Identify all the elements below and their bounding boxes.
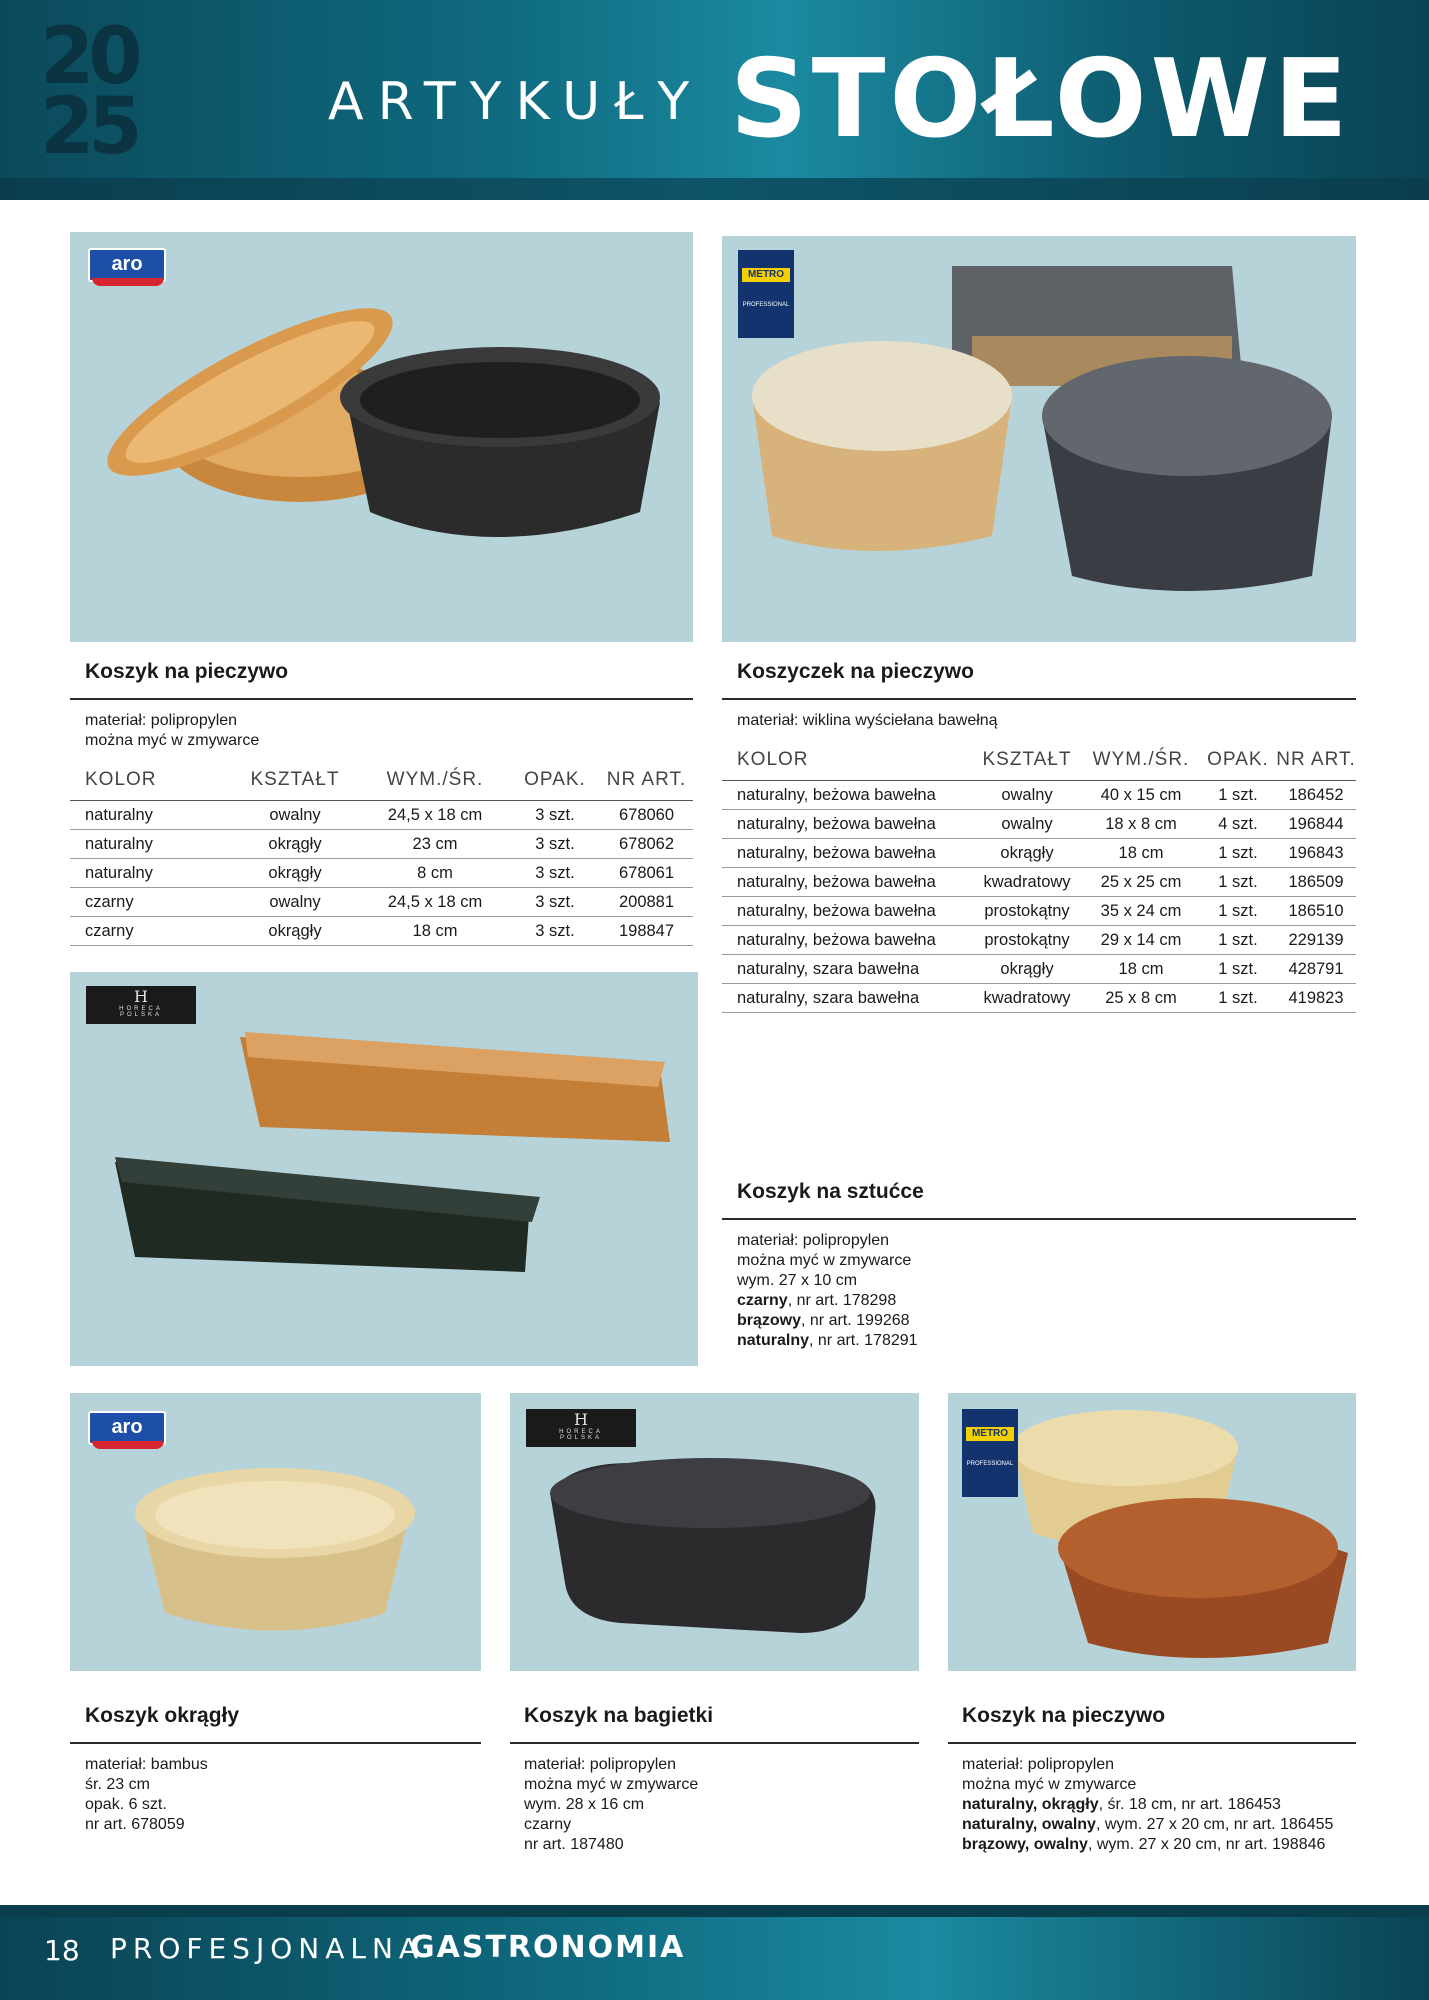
- variant-info: , śr. 18 cm, nr art. 186453: [1098, 1796, 1281, 1813]
- cell-nr-art: 186509: [1276, 868, 1356, 897]
- variant-line: [962, 1815, 1333, 1835]
- variant-line: [737, 1311, 918, 1331]
- metro-logo-sub: PROFESSIONAL: [966, 1461, 1014, 1467]
- year-mark: [40, 12, 155, 172]
- variant-line: [737, 1331, 918, 1351]
- col-header: WYM./ŚR.: [386, 769, 484, 790]
- cell-opak: 3 szt.: [510, 801, 600, 830]
- aro-logo: [88, 248, 166, 290]
- cell-nr-art: 678061: [600, 859, 693, 888]
- cell-nr-art: 186510: [1276, 897, 1356, 926]
- photo-koszyk-na-sztucce: [70, 972, 698, 1366]
- col-header: WYM./ŚR.: [1092, 749, 1190, 770]
- metro-logo: [962, 1409, 1018, 1497]
- cell-nr-art: 678060: [600, 801, 693, 830]
- product5-title: Koszyk na bagietki: [524, 1704, 714, 1727]
- header-strip: [0, 178, 1429, 200]
- cell-ksztalt: owalny: [972, 781, 1082, 810]
- variant-line: [962, 1795, 1333, 1815]
- cell-kolor: naturalny, beżowa bawełna: [722, 926, 972, 955]
- cell-ksztalt: okrągły: [972, 839, 1082, 868]
- lined-basket-illustration: [722, 236, 1356, 642]
- product1-desc: [85, 711, 259, 751]
- table-header-row: [70, 760, 693, 801]
- horeca-logo: [526, 1409, 636, 1447]
- variant-line: [737, 1291, 918, 1311]
- variant-name: czarny: [737, 1292, 788, 1309]
- cell-opak: 1 szt.: [1200, 781, 1276, 810]
- cell-nr-art: 419823: [1276, 984, 1356, 1013]
- table-row: [70, 917, 693, 946]
- variant-info: , nr art. 178291: [809, 1332, 918, 1349]
- col-header: KOLOR: [85, 769, 157, 790]
- cell-kolor: czarny: [70, 888, 230, 917]
- table-row: [722, 839, 1356, 868]
- cell-opak: 1 szt.: [1200, 839, 1276, 868]
- metro-logo: [738, 250, 794, 338]
- photo-koszyk-na-pieczywo: [70, 232, 693, 642]
- product3-title-rule: [722, 1218, 1356, 1220]
- metro-logo-text: METRO: [742, 268, 790, 282]
- cell-wym: 24,5 x 18 cm: [360, 801, 510, 830]
- cell-nr-art: 186452: [1276, 781, 1356, 810]
- desc-line: materiał: polipropylen: [962, 1756, 1115, 1773]
- metro-logo-sub: PROFESSIONAL: [742, 302, 790, 308]
- cell-wym: 29 x 14 cm: [1082, 926, 1200, 955]
- desc-line: materiał: bambus: [85, 1756, 208, 1773]
- desc-line: można myć w zmywarce: [524, 1776, 699, 1793]
- footer-title-bold: GASTRONOMIA: [410, 1930, 686, 1965]
- cell-opak: 1 szt.: [1200, 926, 1276, 955]
- product2-title-rule: [722, 698, 1356, 700]
- cell-kolor: naturalny, beżowa bawełna: [722, 868, 972, 897]
- product1-title-rule: [70, 698, 693, 700]
- variant-line: [962, 1835, 1333, 1855]
- col-header: KOLOR: [737, 749, 809, 770]
- desc-line: materiał: polipropylen: [524, 1756, 677, 1773]
- table-row: [70, 859, 693, 888]
- col-header: OPAK.: [1207, 749, 1269, 770]
- desc-line: można myć w zmywarce: [737, 1252, 912, 1269]
- variant-info: , nr art. 178298: [787, 1292, 897, 1309]
- cell-opak: 3 szt.: [510, 859, 600, 888]
- horeca-logo-text: HORECA: [119, 1006, 163, 1012]
- product4-title-rule: [70, 1742, 481, 1744]
- product3-desc: [737, 1231, 918, 1351]
- table-row: [70, 801, 693, 830]
- desc-line: wym. 27 x 10 cm: [737, 1272, 858, 1289]
- cell-wym: 23 cm: [360, 830, 510, 859]
- cell-opak: 3 szt.: [510, 888, 600, 917]
- horeca-logo-mark: H: [574, 1410, 588, 1429]
- product2-table: [722, 740, 1356, 1013]
- cell-wym: 18 x 8 cm: [1082, 810, 1200, 839]
- cell-wym: 35 x 24 cm: [1082, 897, 1200, 926]
- variant-info: , wym. 27 x 20 cm, nr art. 186455: [1095, 1816, 1334, 1833]
- cell-kolor: naturalny: [70, 801, 230, 830]
- horeca-logo-text: HORECA: [559, 1429, 603, 1435]
- cell-kolor: naturalny, szara bawełna: [722, 955, 972, 984]
- cell-kolor: naturalny, beżowa bawełna: [722, 839, 972, 868]
- basket-illustration: [70, 232, 693, 642]
- cell-opak: 1 szt.: [1200, 897, 1276, 926]
- cell-kolor: naturalny: [70, 859, 230, 888]
- footer-title-light: PROFESJONALNA: [110, 1932, 425, 1965]
- horeca-logo-sub: POLSKA: [559, 1435, 602, 1441]
- cell-ksztalt: kwadratowy: [972, 868, 1082, 897]
- photo-koszyk-okragly: [70, 1393, 481, 1671]
- aro-logo-swoosh: [92, 1441, 164, 1449]
- product3-title: Koszyk na sztućce: [737, 1180, 924, 1203]
- page-number: 18: [44, 1934, 80, 1967]
- product5-desc: [524, 1755, 698, 1855]
- desc-line: opak. 6 szt.: [85, 1796, 167, 1813]
- aro-logo-text: aro: [88, 1411, 166, 1445]
- product5-title-rule: [510, 1742, 919, 1744]
- cell-opak: 3 szt.: [510, 830, 600, 859]
- product4-title: Koszyk okrągły: [85, 1704, 240, 1727]
- col-header: KSZTAŁT: [250, 769, 340, 790]
- aro-logo-swoosh: [92, 278, 164, 286]
- col-header: NR ART.: [1276, 749, 1356, 770]
- product2-title: Koszyczek na pieczywo: [737, 660, 974, 683]
- cell-ksztalt: owalny: [972, 810, 1082, 839]
- cell-nr-art: 229139: [1276, 926, 1356, 955]
- variant-info: , wym. 27 x 20 cm, nr art. 198846: [1087, 1836, 1326, 1853]
- cell-opak: 4 szt.: [1200, 810, 1276, 839]
- variant-name: brązowy, owalny: [962, 1836, 1088, 1853]
- variant-name: brązowy: [737, 1312, 802, 1329]
- cell-wym: 18 cm: [1082, 839, 1200, 868]
- variant-name: naturalny: [737, 1332, 810, 1349]
- table-row: [722, 897, 1356, 926]
- product4-desc: [85, 1755, 208, 1835]
- desc-line: wym. 28 x 16 cm: [524, 1796, 645, 1813]
- desc-line: śr. 23 cm: [85, 1776, 150, 1793]
- photo-koszyk-na-pieczywo-2: [948, 1393, 1356, 1671]
- product1-table: [70, 760, 693, 946]
- cell-ksztalt: prostokątny: [972, 926, 1082, 955]
- cell-opak: 1 szt.: [1200, 984, 1276, 1013]
- table-header-row: [722, 740, 1356, 781]
- cell-ksztalt: okrągły: [230, 830, 360, 859]
- cell-ksztalt: owalny: [230, 888, 360, 917]
- cell-kolor: naturalny, szara bawełna: [722, 984, 972, 1013]
- cell-nr-art: 196844: [1276, 810, 1356, 839]
- cell-kolor: naturalny: [70, 830, 230, 859]
- cell-nr-art: 198847: [600, 917, 693, 946]
- product6-desc: [962, 1755, 1333, 1855]
- cell-ksztalt: okrągły: [230, 859, 360, 888]
- table-row: [70, 888, 693, 917]
- col-header: OPAK.: [524, 769, 586, 790]
- year-top: 20: [40, 12, 137, 102]
- cell-kolor: naturalny, beżowa bawełna: [722, 781, 972, 810]
- cell-wym: 25 x 8 cm: [1082, 984, 1200, 1013]
- product2-desc-line: materiał: wiklina wyściełana bawełną: [737, 712, 998, 729]
- desc-line: nr art. 678059: [85, 1816, 185, 1833]
- cell-ksztalt: okrągły: [230, 917, 360, 946]
- cell-ksztalt: kwadratowy: [972, 984, 1082, 1013]
- variant-name: naturalny, okrągły: [962, 1796, 1099, 1813]
- cell-nr-art: 200881: [600, 888, 693, 917]
- cell-wym: 18 cm: [1082, 955, 1200, 984]
- product1-desc-line: można myć w zmywarce: [85, 732, 260, 749]
- cell-ksztalt: prostokątny: [972, 897, 1082, 926]
- col-header: NR ART.: [606, 769, 687, 790]
- cell-ksztalt: owalny: [230, 801, 360, 830]
- photo-koszyczek-na-pieczywo: [722, 236, 1356, 642]
- cell-wym: 18 cm: [360, 917, 510, 946]
- cutlery-basket-illustration: [70, 972, 698, 1366]
- cell-wym: 8 cm: [360, 859, 510, 888]
- table-row: [722, 955, 1356, 984]
- cell-opak: 1 szt.: [1200, 955, 1276, 984]
- product2-desc: [737, 711, 998, 731]
- col-header: KSZTAŁT: [982, 749, 1072, 770]
- product6-title-rule: [948, 1742, 1356, 1744]
- cell-nr-art: 678062: [600, 830, 693, 859]
- footer-strip: [0, 1905, 1429, 1917]
- desc-line: czarny: [524, 1816, 572, 1833]
- header-title-light: ARTYKUŁY: [328, 72, 704, 132]
- aro-logo: [88, 1411, 166, 1453]
- cell-opak: 1 szt.: [1200, 868, 1276, 897]
- table-row: [722, 810, 1356, 839]
- desc-line: materiał: polipropylen: [737, 1232, 890, 1249]
- product1-desc-line: materiał: polipropylen: [85, 712, 238, 729]
- table-row: [722, 984, 1356, 1013]
- year-bottom: 25: [40, 82, 137, 172]
- cell-ksztalt: okrągły: [972, 955, 1082, 984]
- cell-wym: 24,5 x 18 cm: [360, 888, 510, 917]
- horeca-logo-sub: POLSKA: [119, 1012, 162, 1018]
- table-row: [722, 926, 1356, 955]
- product6-title: Koszyk na pieczywo: [962, 1704, 1166, 1727]
- product1-title: Koszyk na pieczywo: [85, 660, 289, 683]
- horeca-logo-mark: H: [134, 987, 148, 1006]
- horeca-logo: [86, 986, 196, 1024]
- cell-nr-art: 428791: [1276, 955, 1356, 984]
- cell-nr-art: 196843: [1276, 839, 1356, 868]
- variant-info: , nr art. 199268: [801, 1312, 910, 1329]
- cell-kolor: naturalny, beżowa bawełna: [722, 897, 972, 926]
- cell-wym: 40 x 15 cm: [1082, 781, 1200, 810]
- aro-logo-text: aro: [88, 248, 166, 282]
- table-row: [722, 781, 1356, 810]
- cell-kolor: czarny: [70, 917, 230, 946]
- cell-wym: 25 x 25 cm: [1082, 868, 1200, 897]
- photo-koszyk-na-bagietki: [510, 1393, 919, 1671]
- cell-kolor: naturalny, beżowa bawełna: [722, 810, 972, 839]
- table-row: [70, 830, 693, 859]
- variant-name: naturalny, owalny: [962, 1816, 1096, 1833]
- metro-logo-text: METRO: [966, 1427, 1014, 1441]
- desc-line: nr art. 187480: [524, 1836, 624, 1853]
- cell-opak: 3 szt.: [510, 917, 600, 946]
- header-title-bold: STOŁOWE: [730, 37, 1352, 162]
- desc-line: można myć w zmywarce: [962, 1776, 1137, 1793]
- table-row: [722, 868, 1356, 897]
